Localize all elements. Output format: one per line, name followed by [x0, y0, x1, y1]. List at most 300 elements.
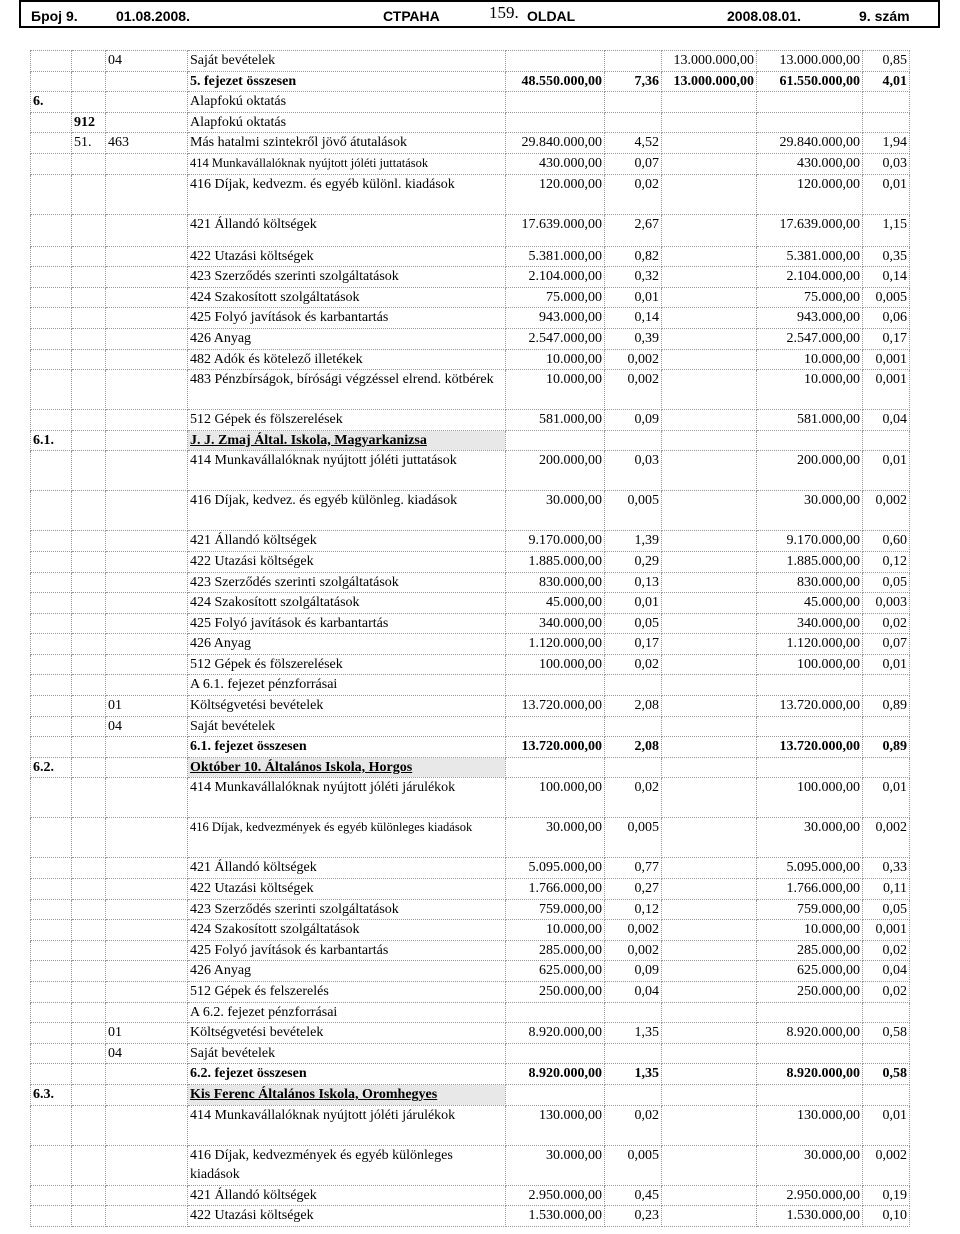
table-cell-v1: 1.530.000,00 [506, 1206, 605, 1227]
table-cell-p2 [863, 92, 910, 113]
table-cell-p1: 0,01 [605, 593, 662, 614]
table-cell-t: 10.000,00 [757, 370, 863, 410]
table-cell-t: 581.000,00 [757, 410, 863, 431]
table-cell-v1: 30.000,00 [506, 818, 605, 858]
table-row [31, 1002, 910, 1023]
table-cell-b [72, 858, 106, 879]
table-cell-b: 912 [72, 112, 106, 133]
table-cell-v1 [506, 92, 605, 113]
table-cell-t [757, 1084, 863, 1105]
table-cell-p1: 0,45 [605, 1185, 662, 1206]
table-row [31, 716, 910, 737]
table-cell-c [106, 1145, 188, 1185]
table-cell-p1: 0,02 [605, 654, 662, 675]
table-cell-a [31, 858, 72, 879]
table-cell-a [31, 1145, 72, 1185]
table-cell-a [31, 920, 72, 941]
table-cell-p1: 0,002 [605, 940, 662, 961]
table-cell-t: 1.766.000,00 [757, 879, 863, 900]
table-cell-p1: 0,39 [605, 328, 662, 349]
table-cell-t: 100.000,00 [757, 778, 863, 818]
table-cell-a [31, 899, 72, 920]
table-cell-a [31, 174, 72, 214]
table-cell-b [72, 491, 106, 531]
table-cell-b [72, 214, 106, 246]
table-cell-p2: 0,04 [863, 410, 910, 431]
table-cell-p1: 0,002 [605, 349, 662, 370]
table-cell-v2 [662, 531, 757, 552]
table-cell-d: 416 Díjak, kedvezmények és egyéb különleges kiadások [188, 818, 506, 858]
table-cell-t: 13.720.000,00 [757, 696, 863, 717]
table-cell-v2 [662, 757, 757, 778]
table-cell-p1: 7,36 [605, 71, 662, 92]
table-row [31, 1064, 910, 1085]
table-row [31, 1206, 910, 1227]
table-cell-b [72, 757, 106, 778]
table-cell-v1 [506, 675, 605, 696]
table-cell-v2 [662, 214, 757, 246]
table-cell-p2: 1,15 [863, 214, 910, 246]
table-cell-d: 5. fejezet összesen [188, 71, 506, 92]
table-cell-v1: 30.000,00 [506, 1145, 605, 1185]
table-cell-b [72, 410, 106, 431]
table-cell-v1: 10.000,00 [506, 370, 605, 410]
table-cell-v2 [662, 696, 757, 717]
table-cell-c: 01 [106, 696, 188, 717]
table-row [31, 1185, 910, 1206]
table-cell-p1 [605, 430, 662, 451]
table-cell-d: 482 Adók és kötelező illetékek [188, 349, 506, 370]
table-row [31, 153, 910, 174]
table-cell-d: 414 Munkavállalóknak nyújtott jóléti juttatások [188, 451, 506, 491]
table-cell-v2 [662, 613, 757, 634]
table-cell-b [72, 349, 106, 370]
table-cell-a [31, 613, 72, 634]
table-row [31, 214, 910, 246]
table-cell-c: 04 [106, 51, 188, 72]
table-row [31, 451, 910, 491]
table-cell-b [72, 308, 106, 329]
table-row [31, 551, 910, 572]
table-cell-p1: 2,67 [605, 214, 662, 246]
table-cell-a [31, 696, 72, 717]
table-cell-v2 [662, 287, 757, 308]
table-cell-b: 51. [72, 133, 106, 154]
table-cell-b [72, 51, 106, 72]
table-cell-t [757, 1043, 863, 1064]
table-row [31, 879, 910, 900]
table-cell-d: 425 Folyó javítások és karbantartás [188, 613, 506, 634]
table-cell-p2: 0,89 [863, 696, 910, 717]
table-cell-p2 [863, 757, 910, 778]
table-cell-a [31, 451, 72, 491]
table-row [31, 982, 910, 1003]
table-cell-a [31, 287, 72, 308]
table-cell-p2: 0,01 [863, 778, 910, 818]
table-cell-a [31, 349, 72, 370]
table-cell-v2 [662, 716, 757, 737]
table-cell-d: 426 Anyag [188, 961, 506, 982]
table-cell-p2: 0,03 [863, 153, 910, 174]
table-cell-v1: 1.766.000,00 [506, 879, 605, 900]
table-cell-v2 [662, 982, 757, 1003]
table-cell-d: 512 Gépek és felszerelés [188, 982, 506, 1003]
table-cell-t: 5.095.000,00 [757, 858, 863, 879]
table-cell-t: 1.885.000,00 [757, 551, 863, 572]
table-cell-c [106, 451, 188, 491]
table-cell-v1 [506, 112, 605, 133]
table-cell-b [72, 1145, 106, 1185]
table-cell-c [106, 899, 188, 920]
table-cell-b [72, 940, 106, 961]
table-cell-p1: 2,08 [605, 737, 662, 758]
table-cell-c [106, 757, 188, 778]
table-cell-p2: 4,01 [863, 71, 910, 92]
table-cell-p2 [863, 430, 910, 451]
table-cell-t: 10.000,00 [757, 920, 863, 941]
table-row [31, 308, 910, 329]
table-cell-d: Alapfokú oktatás [188, 112, 506, 133]
table-cell-c [106, 153, 188, 174]
table-row [31, 112, 910, 133]
table-cell-t [757, 716, 863, 737]
table-cell-c [106, 328, 188, 349]
table-cell-v1: 100.000,00 [506, 654, 605, 675]
table-cell-p1 [605, 92, 662, 113]
table-row [31, 1023, 910, 1044]
table-cell-c [106, 613, 188, 634]
table-cell-v2 [662, 308, 757, 329]
table-cell-v1 [506, 1043, 605, 1064]
table-cell-t: 8.920.000,00 [757, 1064, 863, 1085]
table-cell-p2: 0,02 [863, 982, 910, 1003]
table-row [31, 51, 910, 72]
table-cell-p2: 0,02 [863, 613, 910, 634]
table-cell-d: 422 Utazási költségek [188, 879, 506, 900]
table-cell-v1: 13.720.000,00 [506, 696, 605, 717]
table-cell-v1: 581.000,00 [506, 410, 605, 431]
table-cell-a [31, 675, 72, 696]
table-cell-v1 [506, 716, 605, 737]
table-cell-v1: 430.000,00 [506, 153, 605, 174]
table-cell-d: 512 Gépek és fölszerelések [188, 654, 506, 675]
table-row [31, 737, 910, 758]
table-cell-t: 75.000,00 [757, 287, 863, 308]
table-cell-t [757, 757, 863, 778]
table-cell-v1: 10.000,00 [506, 920, 605, 941]
table-row [31, 675, 910, 696]
table-cell-p2: 0,35 [863, 246, 910, 267]
table-cell-v1: 48.550.000,00 [506, 71, 605, 92]
table-cell-v1: 29.840.000,00 [506, 133, 605, 154]
table-row [31, 858, 910, 879]
table-cell-d: J. J. Zmaj Által. Iskola, Magyarkanizsa [188, 430, 506, 451]
table-cell-v2 [662, 349, 757, 370]
table-cell-p2: 0,002 [863, 1145, 910, 1185]
table-cell-p2: 0,17 [863, 328, 910, 349]
table-cell-d: 421 Állandó költségek [188, 531, 506, 552]
table-cell-p1: 0,02 [605, 778, 662, 818]
table-cell-t: 13.000.000,00 [757, 51, 863, 72]
table-cell-d: Költségvetési bevételek [188, 696, 506, 717]
table-cell-d: Alapfokú oktatás [188, 92, 506, 113]
table-cell-a [31, 1185, 72, 1206]
table-cell-p1: 0,002 [605, 920, 662, 941]
table-cell-b [72, 1185, 106, 1206]
table-cell-v2 [662, 1145, 757, 1185]
table-cell-v2 [662, 174, 757, 214]
table-cell-v2 [662, 634, 757, 655]
table-cell-p2: 0,85 [863, 51, 910, 72]
table-cell-a [31, 551, 72, 572]
table-cell-d: 6.2. fejezet összesen [188, 1064, 506, 1085]
table-cell-a [31, 308, 72, 329]
table-cell-v2 [662, 940, 757, 961]
table-cell-d: 422 Utazási költségek [188, 1206, 506, 1227]
table-cell-p2: 0,60 [863, 531, 910, 552]
table-cell-v1: 75.000,00 [506, 287, 605, 308]
table-cell-p2: 0,002 [863, 818, 910, 858]
table-cell-a [31, 153, 72, 174]
table-cell-c [106, 858, 188, 879]
table-cell-c [106, 430, 188, 451]
table-cell-v1: 13.720.000,00 [506, 737, 605, 758]
table-cell-d: 416 Díjak, kedvezmények és egyéb különleges kiadások [188, 1145, 506, 1185]
table-cell-a [31, 1064, 72, 1085]
table-cell-p1: 0,09 [605, 410, 662, 431]
table-cell-t: 10.000,00 [757, 349, 863, 370]
table-cell-p1: 0,02 [605, 1105, 662, 1145]
table-cell-v1: 250.000,00 [506, 982, 605, 1003]
table-row [31, 1084, 910, 1105]
table-row [31, 267, 910, 288]
table-cell-p1: 0,77 [605, 858, 662, 879]
table-cell-v2 [662, 879, 757, 900]
table-cell-b [72, 982, 106, 1003]
issue-label-hu: 9. szám [859, 8, 910, 24]
table-cell-c: 04 [106, 1043, 188, 1064]
date-left: 01.08.2008. [116, 8, 190, 24]
table-row [31, 961, 910, 982]
table-cell-c [106, 349, 188, 370]
table-cell-a [31, 51, 72, 72]
budget-rows [31, 51, 910, 1227]
table-cell-b [72, 613, 106, 634]
table-cell-d: Saját bevételek [188, 716, 506, 737]
table-cell-t [757, 430, 863, 451]
table-cell-v2 [662, 430, 757, 451]
table-cell-t: 45.000,00 [757, 593, 863, 614]
table-cell-v1: 17.639.000,00 [506, 214, 605, 246]
table-cell-t: 285.000,00 [757, 940, 863, 961]
table-cell-c [106, 214, 188, 246]
table-cell-p2 [863, 1002, 910, 1023]
table-cell-t: 30.000,00 [757, 1145, 863, 1185]
table-cell-a [31, 112, 72, 133]
table-cell-v1: 1.120.000,00 [506, 634, 605, 655]
table-cell-a [31, 737, 72, 758]
table-cell-a [31, 982, 72, 1003]
table-cell-d: Október 10. Általános Iskola, Horgos [188, 757, 506, 778]
table-cell-p1: 0,82 [605, 246, 662, 267]
table-cell-t: 2.950.000,00 [757, 1185, 863, 1206]
table-cell-d: 6.1. fejezet összesen [188, 737, 506, 758]
table-cell-b [72, 1043, 106, 1064]
table-cell-p1: 0,14 [605, 308, 662, 329]
table-cell-b [72, 267, 106, 288]
table-cell-b [72, 716, 106, 737]
table-cell-c [106, 737, 188, 758]
table-cell-t: 200.000,00 [757, 451, 863, 491]
table-cell-v2 [662, 654, 757, 675]
table-cell-d: Kis Ferenc Általános Iskola, Oromhegyes [188, 1084, 506, 1105]
table-cell-t: 759.000,00 [757, 899, 863, 920]
table-cell-a [31, 818, 72, 858]
table-cell-d: Saját bevételek [188, 1043, 506, 1064]
table-cell-p2 [863, 716, 910, 737]
table-cell-p2: 0,19 [863, 1185, 910, 1206]
table-row [31, 1145, 910, 1185]
table-cell-v2: 13.000.000,00 [662, 51, 757, 72]
table-cell-d: 424 Szakosított szolgáltatások [188, 593, 506, 614]
budget-table [30, 50, 910, 1227]
table-cell-b [72, 551, 106, 572]
table-cell-p2: 0,05 [863, 572, 910, 593]
table-cell-p1 [605, 112, 662, 133]
table-cell-b [72, 92, 106, 113]
table-cell-d: 422 Utazási költségek [188, 551, 506, 572]
table-cell-d: 425 Folyó javítások és karbantartás [188, 308, 506, 329]
table-cell-p2: 0,002 [863, 491, 910, 531]
table-cell-p1: 0,002 [605, 370, 662, 410]
table-cell-p2: 0,04 [863, 961, 910, 982]
table-cell-b [72, 430, 106, 451]
table-cell-p2: 0,58 [863, 1064, 910, 1085]
table-cell-b [72, 71, 106, 92]
table-cell-t: 120.000,00 [757, 174, 863, 214]
table-cell-v2 [662, 961, 757, 982]
table-cell-d: 422 Utazási költségek [188, 246, 506, 267]
table-row [31, 940, 910, 961]
table-cell-c [106, 593, 188, 614]
table-cell-v1: 2.547.000,00 [506, 328, 605, 349]
table-row [31, 634, 910, 655]
table-cell-a [31, 879, 72, 900]
table-cell-d: 421 Állandó költségek [188, 858, 506, 879]
table-cell-c [106, 961, 188, 982]
table-cell-b [72, 696, 106, 717]
table-cell-b [72, 1023, 106, 1044]
table-cell-a [31, 71, 72, 92]
table-cell-a: 6.1. [31, 430, 72, 451]
table-cell-t: 430.000,00 [757, 153, 863, 174]
table-cell-a [31, 246, 72, 267]
table-cell-p1 [605, 51, 662, 72]
table-cell-b [72, 370, 106, 410]
table-cell-t: 830.000,00 [757, 572, 863, 593]
table-cell-c [106, 308, 188, 329]
table-cell-v2 [662, 572, 757, 593]
table-cell-v1: 340.000,00 [506, 613, 605, 634]
table-cell-v1: 10.000,00 [506, 349, 605, 370]
table-row [31, 349, 910, 370]
table-cell-t [757, 92, 863, 113]
table-cell-v2 [662, 1064, 757, 1085]
table-cell-v2 [662, 551, 757, 572]
table-cell-v1 [506, 1002, 605, 1023]
table-cell-p1: 1,35 [605, 1064, 662, 1085]
table-cell-p1 [605, 716, 662, 737]
table-cell-b [72, 153, 106, 174]
table-cell-a [31, 1002, 72, 1023]
table-cell-c [106, 675, 188, 696]
table-cell-p2: 0,89 [863, 737, 910, 758]
table-cell-p1: 0,03 [605, 451, 662, 491]
table-cell-c [106, 491, 188, 531]
table-cell-p2: 0,05 [863, 899, 910, 920]
table-cell-c [106, 940, 188, 961]
table-cell-a [31, 961, 72, 982]
table-cell-p1: 0,05 [605, 613, 662, 634]
table-cell-c [106, 1206, 188, 1227]
table-cell-v1: 120.000,00 [506, 174, 605, 214]
table-row [31, 370, 910, 410]
table-cell-t: 29.840.000,00 [757, 133, 863, 154]
table-row [31, 410, 910, 431]
table-cell-a [31, 214, 72, 246]
table-cell-d: Költségvetési bevételek [188, 1023, 506, 1044]
table-cell-b [72, 328, 106, 349]
table-cell-p2: 0,01 [863, 1105, 910, 1145]
table-cell-d: 426 Anyag [188, 328, 506, 349]
table-cell-c [106, 654, 188, 675]
table-cell-t: 17.639.000,00 [757, 214, 863, 246]
table-cell-d: 414 Munkavállalóknak nyújtott jóléti juttatások [188, 153, 506, 174]
table-cell-c [106, 920, 188, 941]
table-cell-v1: 625.000,00 [506, 961, 605, 982]
table-row [31, 778, 910, 818]
table-cell-c [106, 92, 188, 113]
table-cell-b [72, 634, 106, 655]
table-cell-p2: 0,001 [863, 920, 910, 941]
table-cell-c [106, 287, 188, 308]
table-cell-d: 421 Állandó költségek [188, 214, 506, 246]
table-cell-t: 130.000,00 [757, 1105, 863, 1145]
table-cell-c [106, 174, 188, 214]
table-cell-v2 [662, 1084, 757, 1105]
table-cell-p2 [863, 112, 910, 133]
table-cell-p2: 0,58 [863, 1023, 910, 1044]
table-cell-a [31, 491, 72, 531]
table-row [31, 133, 910, 154]
table-cell-v1: 200.000,00 [506, 451, 605, 491]
table-cell-v1: 30.000,00 [506, 491, 605, 531]
table-cell-d: 424 Szakosított szolgáltatások [188, 920, 506, 941]
table-cell-a: 6. [31, 92, 72, 113]
table-cell-c: 04 [106, 716, 188, 737]
table-cell-t: 1.530.000,00 [757, 1206, 863, 1227]
table-cell-d: 414 Munkavállalóknak nyújtott jóléti járulékok [188, 1105, 506, 1145]
table-cell-a [31, 328, 72, 349]
table-cell-p1: 0,01 [605, 287, 662, 308]
table-cell-p1: 2,08 [605, 696, 662, 717]
table-cell-t: 625.000,00 [757, 961, 863, 982]
table-cell-p2: 0,02 [863, 940, 910, 961]
table-row [31, 696, 910, 717]
table-cell-p1: 0,12 [605, 899, 662, 920]
table-cell-v2 [662, 153, 757, 174]
table-cell-t: 340.000,00 [757, 613, 863, 634]
